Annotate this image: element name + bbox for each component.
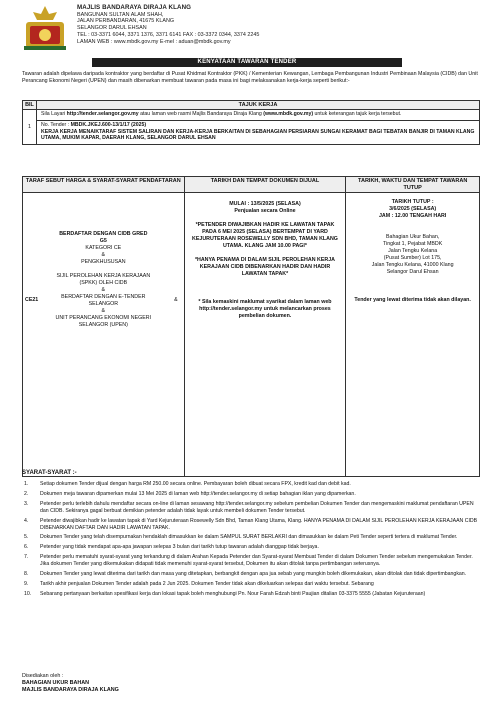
document-sale-cell: MULAI : 13/5/2025 (SELASA) Penjualan secara Online *PETENDER DIWAJIBKAN HADIR KE LAWATAN TAPAK PADA 6 MEI 2025 (SELASA) BERTEMPAT DI YARD KEJURUTERAAN ROSEWELLY SDN BHD, TAMAN KLANG UTAMA. KLANG JAM 10.00 PAGI* *HANYA PENAMA DI DALAM SIJIL PEROLEHAN KERJA KERAJAAN CIDB DIBENARKAN HADIR DAN HADIR LAWATAN TAPAK* * Sila kemaskini maklumat syarikat dalam laman web http://tender.selangor.my untuk melancarkan proses pembelian dokumen. xyxy=(184,193,346,477)
condition-number: 4. xyxy=(24,517,29,524)
address-line: Jalan Tengku Kelana xyxy=(388,248,438,255)
bil-number: 1 xyxy=(23,110,37,145)
condition-text: Petender perlu terlebih dahulu mendaftar secara on-line di laman sesawang http://tender.selangor.my sebelum pembelian Dokumen Tender dan mengemaskini maklumat pendaftaran UPEN dan CIDB. Sekiranya gagal berbuat demikian petender adalah tidak layak untuk membeli dokumen Tender tersebut. xyxy=(40,500,474,514)
intro-paragraph: Tawaran adalah dipelawa daripada kontraktor yang berdaftar di Pusat Khidmat Kontraktor (PKK) / Kementerian Kewangan, Lembaga Pembangunan Industri Pembinaan Malaysia (CIDB) dan Unit Perancang Ekonomi Negeri (UPEN) dan masih dibenarkan membuat tawaran pada masa ini bagi melaksanakan kerja-kerja seperti berikut:- xyxy=(22,71,478,84)
condition-item xyxy=(22,544,480,551)
conditions-section xyxy=(22,470,480,601)
condition-text: Petender diwajibkan hadir ke lawatan tapak di Yard Kejuruteraan Rosewelly Sdn Bhd, Taman Klang Utama, Klang. HANYA PENAMA DI DALAM SIJIL PEROLEHAN KERJA KERAJAAN CIDB DIBENARKAN DAFTAR DAN HADIR LAWATAN TAPAK. xyxy=(40,517,478,531)
tender-portal-link[interactable]: http://tender.selangor.gov.my xyxy=(66,111,139,117)
condition-item xyxy=(22,571,480,578)
condition-number: 3. xyxy=(24,500,29,507)
closing-cell: TARIKH TUTUP : 3/6/2025 (SELASA) JAM : 12.00 TENGAH HARI Bahagian Ukur Bahan, Tingkat 1, Pejabat MBDK Jalan Tengku Kelana (Pusat Sumber) Lot 175, Jalan Tengku Kelana, 41000 Klang Selangor Darul Ehsan Tender yang lewat diterima tidak akan dilayan. xyxy=(346,193,480,477)
no-tender-label: No. Tender : xyxy=(41,121,71,128)
condition-number: 7. xyxy=(24,554,29,561)
conditions-title: SYARAT-SYARAT :- xyxy=(22,470,77,476)
tender-title-table xyxy=(22,100,480,145)
condition-item xyxy=(22,481,480,488)
address-line: Bahagian Ukur Bahan, xyxy=(386,234,440,241)
condition-number: 1. xyxy=(24,481,29,487)
tender-title: KERJA KERJA MENAIKTARAF SISTEM SALIRAN DAN KERJA-KERJA BERKAITAN DI SEBAHAGIAN PERSIARAN SUNGAI KERAMAT BAGI TEBATAN BANJIR DI TAMAN KLANG UTAMA, MUKIM KAPAR, DAERAH KLANG, SELANGOR DARUL EHSAN xyxy=(41,128,475,142)
prepared-by: Disediakan oleh : BAHAGIAN UKUR BAHAN MAJLIS BANDARAYA DIRAJA KLANG xyxy=(22,673,119,693)
condition-item xyxy=(22,491,480,498)
address-line: (Pusat Sumber) Lot 175, xyxy=(383,255,442,262)
update-info-note: * Sila kemaskini maklumat syarikat dalam laman web http://tender.selangor.my untuk melancarkan proses pembelian dokumen. xyxy=(198,299,332,320)
condition-text: Dokumen meja tawaran dipamerkan mulai 13 Mei 2025 di laman web http://tender.selangor.my di setiap bahagian iklan yang dipamerkan. xyxy=(40,490,356,497)
condition-text: Dokumen Tender yang lewat diterima dari tarikh dan masa yang ditetapkan, berbangkit dengan apa jua sebab yang mungkin boleh dikemukakan, akan ditolak dan tidak dipertimbangkan. xyxy=(40,571,467,578)
closing-date: 3/6/2025 (SELASA) xyxy=(389,206,437,213)
condition-number: 9. xyxy=(24,580,29,587)
tender-detail xyxy=(37,120,480,144)
registration-cell: BERDAFTAR DENGAN CIDB GRED G5 KATEGORI CE & PENGKHUSUSAN CE21 & SIJIL PEROLEHAN KERJA KERAJAAN (SPKK) OLEH CIDB & BERDAFTAR DENGAN E-TENDER SELANGOR & UNIT PERANCANG EKONOMI NEGERI SELANGOR (UPEN) xyxy=(23,193,185,477)
condition-item xyxy=(22,554,480,568)
condition-item xyxy=(22,581,480,588)
prepared-org: MAJLIS BANDARAYA DIRAJA KLANG xyxy=(22,687,119,693)
conditions-list xyxy=(22,481,480,598)
condition-text: Petender perlu mematuhi syarat-syarat yang terkandung di dalam Arahan Kepada Petender dan Syarat-syarat Membuat Tender di dalam Dokumen Tender sebelum mengemukakan Tender. Jika dokumen Tender yang dikemukakan didapati tidak memenuhi syarat-syarat tersebut, Dokumen itu akan ditolak tanpa pertimbangan seterusnya. xyxy=(40,554,473,568)
col-closing-header: TARIKH, WAKTU DAN TEMPAT TAWARAN TUTUP xyxy=(346,177,480,193)
contact-line: TEL : 03-3371 6044, 3371 1376, 3371 6141 FAX : 03-3372 0344, 3374 2245 xyxy=(77,31,260,38)
browse-note: Sila Layari http://tender.selangor.gov.my atau laman web rasmi Majlis Bandaraya Diraja Klang (www.mbdk.gov.my) untuk keterangan tajuk kerja tersebut. xyxy=(37,110,480,121)
condition-number: 2. xyxy=(24,490,29,497)
org-name: MAJLIS BANDARAYA DIRAJA KLANG xyxy=(77,4,192,11)
address-line: JALAN PERBANDARAN, 41675 KLANG xyxy=(77,18,175,25)
condition-number: 5. xyxy=(24,534,29,541)
condition-text: Dokumen Tender yang telah disempurnakan hendaklah dimasukkan ke dalam SAMPUL SURAT BERLAKRI dan dimasukkan ke dalam Peti Tender seperti tertera di maklumat Tender. xyxy=(40,534,458,541)
mbdk-web-link[interactable]: (www.mbdk.gov.my) xyxy=(263,111,314,117)
col-bil-header: BIL xyxy=(23,101,37,110)
web-line: LAMAN WEB : www.mbdk.gov.my E-mel : aduan@mbdk.gov.my xyxy=(77,38,231,45)
condition-text: Sebarang pertanyaan berkaitan spesifikasi kerja dan lokasi tapak boleh menghubungi Pn. Nour Farah Edzah binti Paujian ditalian 03-3375 5555 (Jabatan Kejuruteraan) xyxy=(40,590,426,597)
prepared-dept: BAHAGIAN UKUR BAHAN xyxy=(22,680,90,686)
condition-item xyxy=(22,591,480,598)
ce21-label: CE21 xyxy=(25,297,39,304)
letterhead xyxy=(0,0,500,56)
condition-text: Petender yang tidak mendapat apa-apa jawapan selepas 3 bulan dari tarikh tutup tawaran adalah dianggap tidak berjaya. xyxy=(40,544,319,551)
condition-number: 6. xyxy=(24,544,29,551)
no-tender-value: MBDK.JKEJ.600-13/1/17 (2025) xyxy=(70,121,147,128)
address-line: SELANGOR DARUL EHSAN xyxy=(77,25,147,32)
address-line: Jalan Tengku Kelana, 41000 Klang xyxy=(371,262,454,269)
closing-time: JAM : 12.00 TENGAH HARI xyxy=(378,213,447,220)
late-note: Tender yang lewat diterima tidak akan dilayan. xyxy=(354,297,471,304)
notice-title: KENYATAAN TAWARAN TENDER xyxy=(92,58,402,67)
address-line: Tingkat 1, Pejabat MBDK xyxy=(383,241,443,248)
condition-text: Setiap dokumen Tender dijual dengan harga RM 250.00 secara online. Pembayaran boleh dibuat secara FPX, kredit kad dan debit kad. xyxy=(40,481,351,487)
condition-item xyxy=(22,501,480,515)
tender-details-table xyxy=(22,176,480,477)
condition-text: Tarikh akhir penjualan Dokumen Tender adalah pada 2 Jun 2025. Dokumen Tender tidak akan dikeluarkan selepas dari waktu tersebut. Sebarang xyxy=(40,580,374,587)
sale-start: MULAI : 13/5/2025 (SELASA) xyxy=(229,201,301,208)
condition-number: 10. xyxy=(24,590,32,597)
address-line: Selangor Darul Ehsan xyxy=(386,269,439,276)
letterhead-text xyxy=(77,5,259,45)
col-registration-header: TARAF SEBUT HARGA & SYARAT-SYARAT PENDAFTARAN xyxy=(23,177,185,193)
condition-number: 8. xyxy=(24,571,29,578)
name-restriction-note: *HANYA PENAMA DI DALAM SIJIL PEROLEHAN KERJA KERAJAAN CIDB DIBENARKAN HADIR DAN HADIR LAWATAN TAPAK* xyxy=(194,257,335,278)
condition-item xyxy=(22,518,480,532)
col-tajuk-header: TAJUK KERJA xyxy=(37,101,480,110)
address-line: BANGUNAN SULTAN ALAM SHAH, xyxy=(77,11,164,18)
mbdk-crest-logo xyxy=(22,4,68,52)
condition-item xyxy=(22,534,480,541)
site-visit-note: *PETENDER DIWAJIBKAN HADIR KE LAWATAN TAPAK PADA 6 MEI 2025 (SELASA) BERTEMPAT DI YARD KEJURUTERAAN ROSEWELLY SDN BHD, TAMAN KLANG UTAMA. KLANG JAM 10.00 PAGI* xyxy=(192,222,338,250)
col-document-header: TARIKH DAN TEMPAT DOKUMEN DIJUAL xyxy=(184,177,346,193)
